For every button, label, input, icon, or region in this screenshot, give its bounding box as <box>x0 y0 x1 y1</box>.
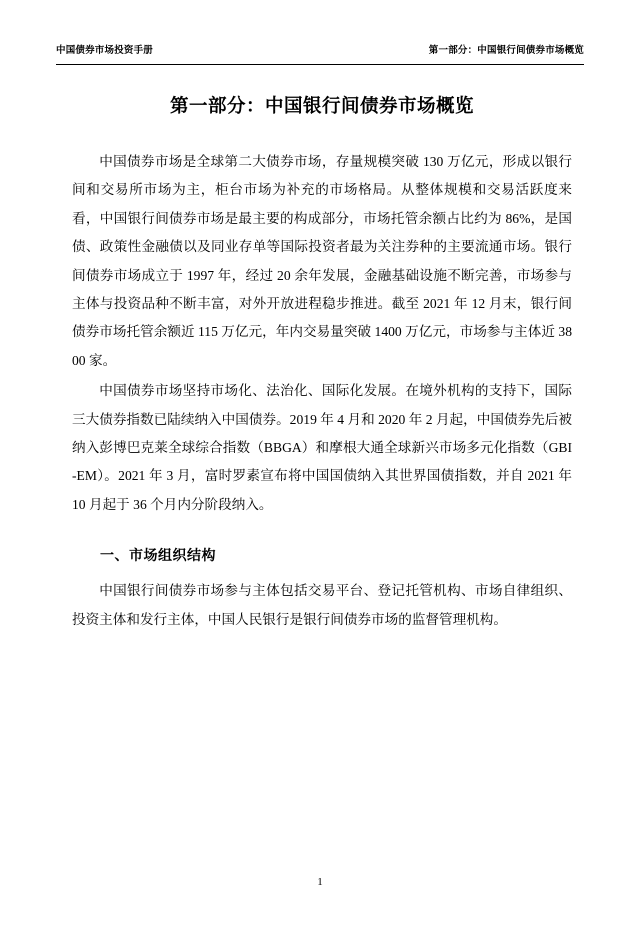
header-divider <box>56 64 584 65</box>
page-number: 1 <box>317 876 323 888</box>
paragraph: 中国债券市场是全球第二大债券市场，存量规模突破 130 万亿元，形成以银行间和交易所市场为主，柜台市场为补充的市场格局。从整体规模和交易活跃度来看，中国银行间债券市场是最主要的构成部分，市场托管余额占比约为 86%，是国债、政策性金融债以及同业存单等国际投资者最为关注券种的主要流通市场。银行间债券市场成立于 1997 年，经过 20 余年发展，金融基础设施不断完善，市场参与主体与投资品种不断丰富，对外开放进程稳步推进。截至 2021 年 12 月末，银行间债券市场托管余额近 115 万亿元，年内交易量突破 1400 万亿元，市场参与主体近 3800 家。 <box>72 154 572 368</box>
paragraph: 中国债券市场坚持市场化、法治化、国际化发展。在境外机构的支持下，国际三大债券指数已陆续纳入中国债券。2019 年 4 月和 2020 年 2 月起，中国债券先后被纳入彭博巴克莱全球综合指数（BBGA）和摩根大通全球新兴市场多元化指数（GBI-EM）。2021 年 3 月，富时罗素宣布将中国国债纳入其世界国债指数，并自 2021 年 10 月起于 36 个月内分阶段纳入。 <box>72 383 572 512</box>
header-left-text: 中国债券市场投资手册 <box>56 46 154 56</box>
page-title: 第一部分：中国银行间债券市场概览 <box>169 97 474 117</box>
document-content <box>72 92 572 636</box>
header-right-text: 第一部分：中国银行间债券市场概览 <box>428 46 584 56</box>
paragraph: 中国银行间债券市场参与主体包括交易平台、登记托管机构、市场自律组织、投资主体和发行主体，中国人民银行是银行间债券市场的监督管理机构。 <box>72 583 572 627</box>
section-heading: 一、市场组织结构 <box>100 549 216 565</box>
page-header <box>56 42 584 64</box>
